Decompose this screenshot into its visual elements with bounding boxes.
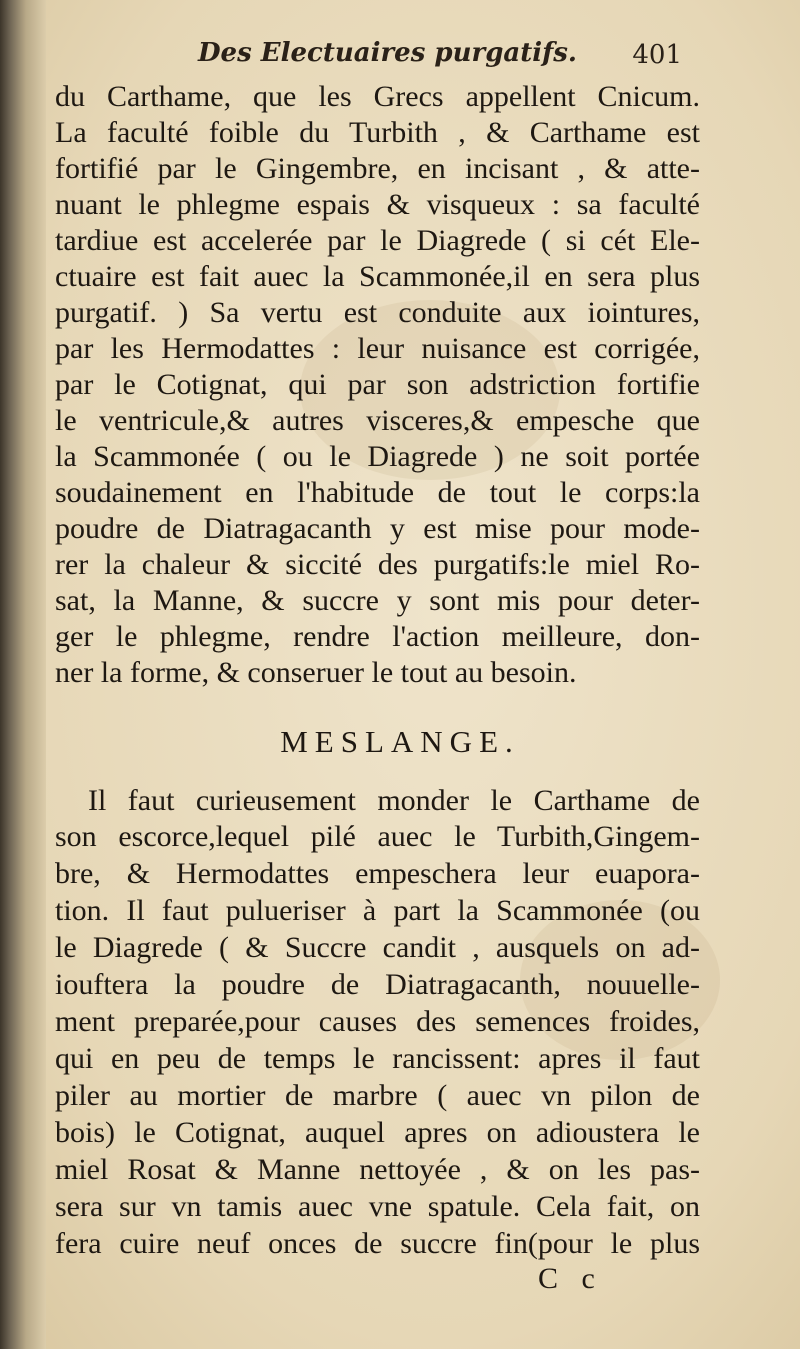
text-line: le Diagrede ( & Succre candit , ausquels on ad- bbox=[55, 931, 700, 964]
page-number: 401 bbox=[632, 40, 682, 70]
text-line: son escorce,lequel pilé auec le Turbith,Gingem- bbox=[55, 820, 700, 853]
text-line: nuant le phlegme espais & visqueux : sa faculté bbox=[55, 188, 700, 221]
text-line: sera sur vn tamis auec vne spatule. Cela fait, on bbox=[55, 1190, 700, 1223]
text-line: qui en peu de temps le rancissent: apres il faut bbox=[55, 1042, 700, 1075]
text-line: fortifié par le Gingembre, en incisant , & atte- bbox=[55, 152, 700, 185]
text-line: sat, la Manne, & succre y sont mis pour deter- bbox=[55, 584, 700, 617]
text-line: soudainement en l'habitude de tout le corps:la bbox=[55, 476, 700, 509]
text-line: ctuaire est fait auec la Scammonée,il en sera plus bbox=[55, 260, 700, 293]
text-line: Il faut curieusement monder le Carthame de bbox=[88, 784, 700, 817]
text-line: piler au mortier de marbre ( auec vn pilon de bbox=[55, 1079, 700, 1112]
text-line: tion. Il faut pulueriser à part la Scammonée (ou bbox=[55, 894, 700, 927]
text-line: bois) le Cotignat, auquel apres on adioustera le bbox=[55, 1116, 700, 1149]
text-line: La faculté foible du Turbith , & Carthame est bbox=[55, 116, 700, 149]
text-line: le ventricule,& autres visceres,& empesche que bbox=[55, 404, 700, 437]
text-line: ner la forme, & conseruer le tout au besoin. bbox=[55, 656, 577, 689]
text-line: ger le phlegme, rendre l'action meilleure, don- bbox=[55, 620, 700, 653]
text-line: miel Rosat & Manne nettoyée , & on les pas- bbox=[55, 1153, 700, 1186]
text-line: tardiue est accelerée par le Diagrede ( si cét Ele- bbox=[55, 224, 700, 257]
running-header bbox=[140, 36, 700, 84]
text-line: poudre de Diatragacanth y est mise pour mode- bbox=[55, 512, 700, 545]
text-line: par le Cotignat, qui par son adstriction fortifie bbox=[55, 368, 700, 401]
signature-mark: C c bbox=[538, 1262, 603, 1295]
text-line: iouftera la poudre de Diatragacanth, nouuelle- bbox=[55, 968, 700, 1001]
section-heading: MESLANGE. bbox=[280, 724, 520, 759]
running-title: Des Electuaires purgatifs. bbox=[198, 38, 577, 68]
text-line: fera cuire neuf onces de succre fin(pour le plus bbox=[55, 1227, 700, 1260]
text-line: du Carthame, que les Grecs appellent Cnicum. bbox=[55, 80, 700, 113]
text-line: purgatif. ) Sa vertu est conduite aux iointures, bbox=[55, 296, 700, 329]
book-gutter bbox=[0, 0, 46, 1349]
text-line: la Scammonée ( ou le Diagrede ) ne soit portée bbox=[55, 440, 700, 473]
text-line: par les Hermodattes : leur nuisance est corrigée, bbox=[55, 332, 700, 365]
text-line: bre, & Hermodattes empeschera leur euapora- bbox=[55, 857, 700, 890]
text-line: rer la chaleur & siccité des purgatifs:le miel Ro- bbox=[55, 548, 700, 581]
text-line: ment preparée,pour causes des semences froides, bbox=[55, 1005, 700, 1038]
